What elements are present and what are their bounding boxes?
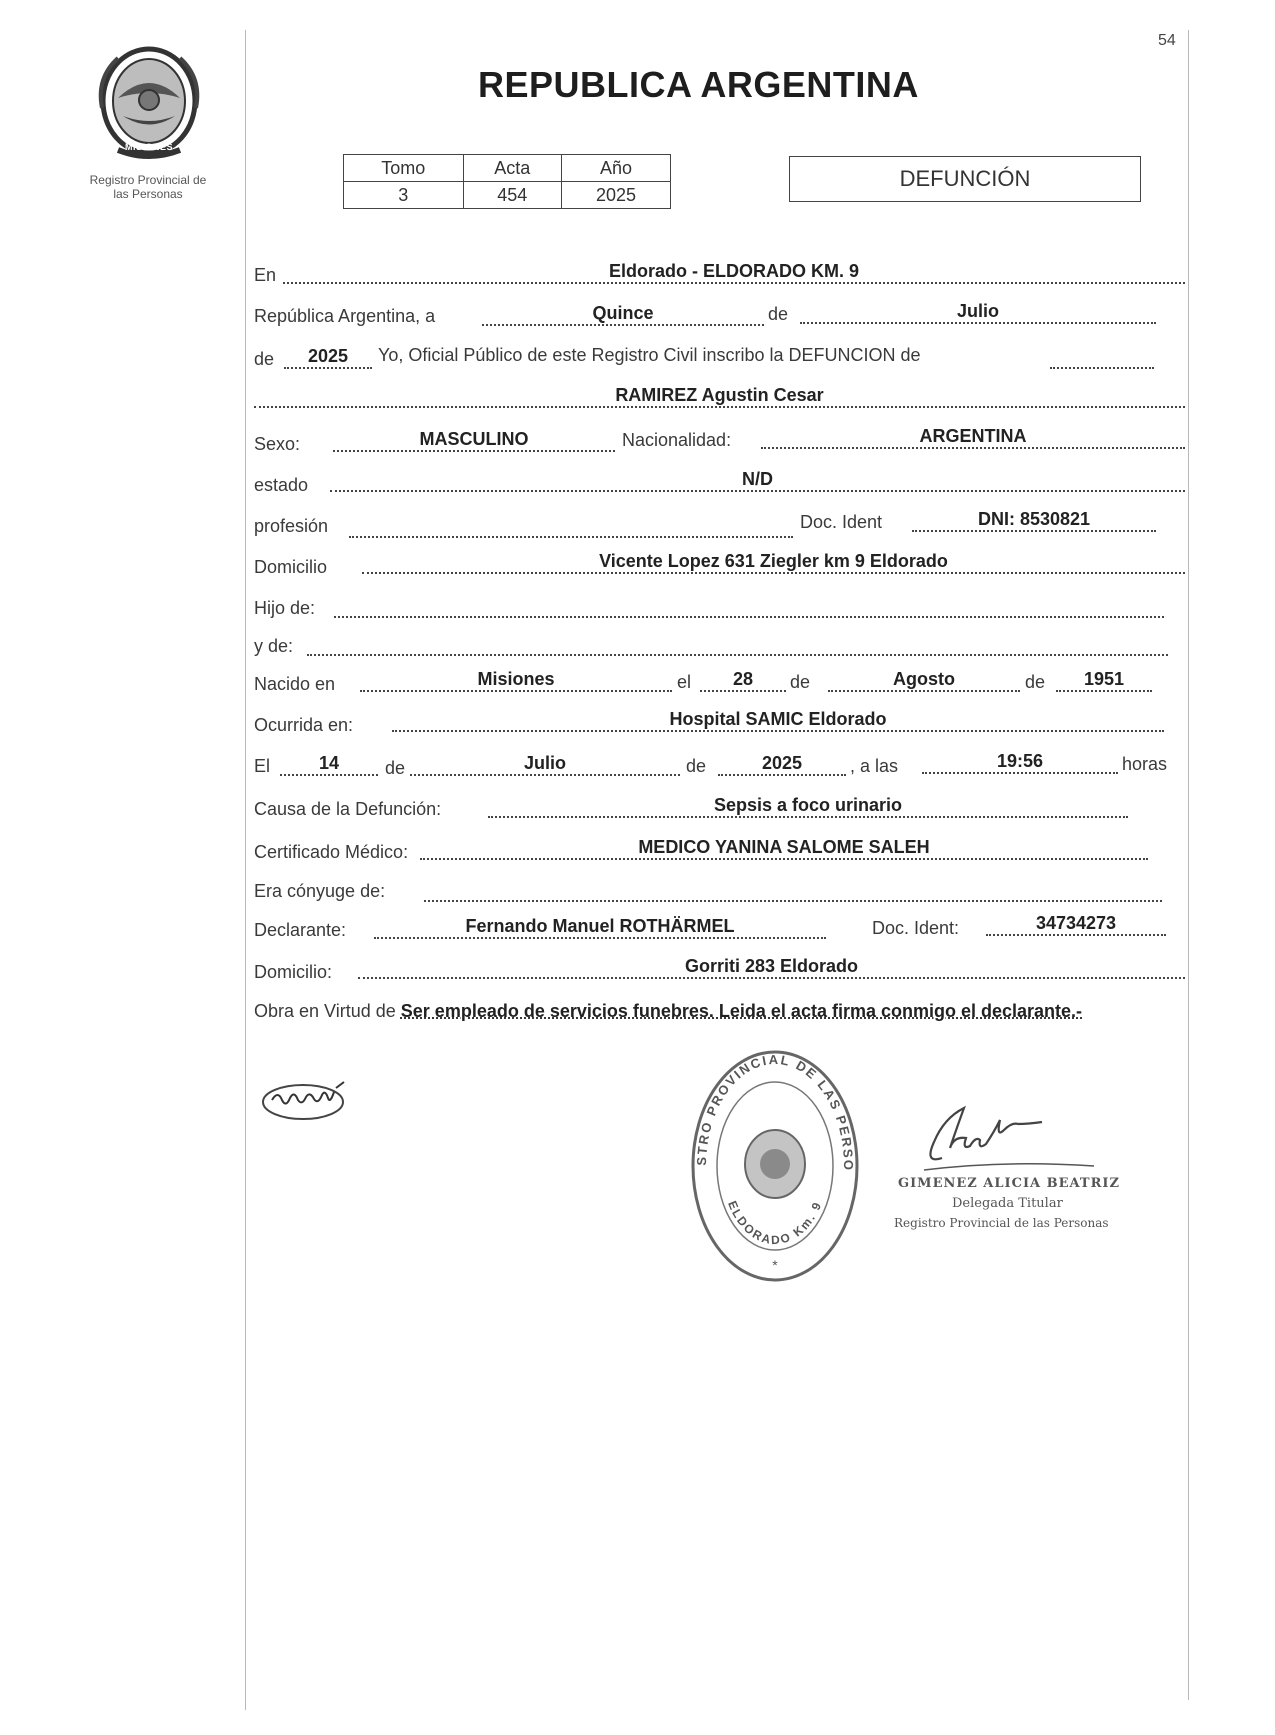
label-y-de: y de: bbox=[254, 636, 294, 656]
label-domicilio-declarante: Domicilio: bbox=[254, 962, 333, 982]
field-doc-ident: DNI: 8530821 bbox=[912, 508, 1156, 532]
label-estado: estado bbox=[254, 475, 309, 495]
label-de-def-mes: de bbox=[385, 758, 406, 778]
field-declarante-doc: 34734273 bbox=[986, 912, 1166, 936]
label-a-las: , a las bbox=[850, 756, 899, 776]
field-def-hora: 19:56 bbox=[922, 750, 1118, 774]
label-de-nac-mes: de bbox=[790, 672, 811, 692]
official-seal-icon bbox=[686, 1046, 864, 1286]
document-type-box: DEFUNCIÓN bbox=[789, 156, 1141, 202]
label-el-cap: El bbox=[254, 756, 271, 776]
registry-caption-line1: Registro Provincial de bbox=[89, 173, 207, 187]
field-anio: 2025 bbox=[284, 345, 372, 369]
label-nacido-en: Nacido en bbox=[254, 674, 336, 694]
label-yo-oficial: Yo, Oficial Público de este Registro Civil inscribo la DEFUNCION de bbox=[378, 345, 921, 365]
seal-bottom-text: ELDORADO Km. 9 bbox=[725, 1198, 825, 1248]
officer-signature-block bbox=[880, 1100, 1180, 1240]
field-obra: Ser empleado de servicios funebres. Leida el acta firma conmigo el declarante.- bbox=[400, 1001, 1083, 1021]
field-defuncion-blank bbox=[1050, 345, 1154, 369]
ref-header-tomo: Tomo bbox=[344, 155, 464, 182]
obra-en-virtud bbox=[254, 996, 1184, 1026]
field-nacionalidad: ARGENTINA bbox=[761, 425, 1185, 449]
label-de-anio: de bbox=[254, 349, 275, 369]
field-nac-mes: Agosto bbox=[828, 668, 1020, 692]
document-title: REPUBLICA ARGENTINA bbox=[478, 64, 919, 105]
seal-ring-text: STRO PROVINCIAL DE LAS PERSO bbox=[693, 1051, 857, 1172]
label-el: el bbox=[677, 672, 692, 692]
label-de-mes: de bbox=[768, 304, 789, 324]
label-doc-ident: Doc. Ident bbox=[800, 512, 883, 532]
label-profesion: profesión bbox=[254, 516, 329, 536]
field-declarante-domicilio: Gorriti 283 Eldorado bbox=[358, 955, 1185, 979]
field-nacido-en: Misiones bbox=[360, 668, 672, 692]
officer-signature-icon bbox=[904, 1100, 1124, 1182]
reference-table-values bbox=[344, 182, 671, 209]
field-domicilio: Vicente Lopez 631 Ziegler km 9 Eldorado bbox=[362, 550, 1185, 574]
label-de-nac-anio: de bbox=[1025, 672, 1046, 692]
label-obra: Obra en Virtud de bbox=[254, 1001, 396, 1021]
field-sexo: MASCULINO bbox=[333, 428, 615, 452]
declarant-signature-icon bbox=[258, 1078, 354, 1126]
ref-header-anio: Año bbox=[561, 155, 670, 182]
field-nombre: RAMIREZ Agustin Cesar bbox=[254, 384, 1185, 408]
official-seal bbox=[686, 1046, 864, 1286]
field-profesion bbox=[349, 514, 793, 538]
ref-header-acta: Acta bbox=[463, 155, 561, 182]
ref-value-tomo: 3 bbox=[344, 182, 464, 209]
label-causa: Causa de la Defunción: bbox=[254, 799, 442, 819]
field-certificado: MEDICO YANINA SALOME SALEH bbox=[420, 836, 1148, 860]
page-number: 54 bbox=[1158, 32, 1176, 49]
officer-name: GIMENEZ ALICIA BEATRIZ bbox=[898, 1176, 1120, 1191]
label-doc-ident-declarante: Doc. Ident: bbox=[872, 918, 960, 938]
label-conyuge: Era cónyuge de: bbox=[254, 881, 386, 901]
field-causa: Sepsis a foco urinario bbox=[488, 794, 1128, 818]
label-domicilio: Domicilio bbox=[254, 557, 328, 577]
registry-caption bbox=[64, 173, 232, 201]
label-ocurrida-en: Ocurrida en: bbox=[254, 715, 354, 735]
field-nac-dia: 28 bbox=[700, 668, 786, 692]
registry-caption-line2: las Personas bbox=[113, 187, 183, 201]
label-sexo: Sexo: bbox=[254, 434, 301, 454]
label-hijo-de: Hijo de: bbox=[254, 598, 316, 618]
field-estado: N/D bbox=[330, 468, 1185, 492]
provincial-emblem bbox=[88, 38, 210, 160]
left-margin-line bbox=[245, 30, 246, 1710]
ref-value-anio: 2025 bbox=[561, 182, 670, 209]
officer-office: Registro Provincial de las Personas bbox=[894, 1216, 1109, 1230]
field-def-anio: 2025 bbox=[718, 752, 846, 776]
label-de-def-anio: de bbox=[686, 756, 707, 776]
officer-role: Delegada Titular bbox=[952, 1196, 1063, 1211]
label-republica: República Argentina, a bbox=[254, 306, 436, 326]
emblem-label: MISIONES bbox=[124, 142, 173, 152]
field-ocurrida-en: Hospital SAMIC Eldorado bbox=[392, 708, 1164, 732]
field-lugar: Eldorado - ELDORADO KM. 9 bbox=[283, 260, 1185, 284]
label-nacionalidad: Nacionalidad: bbox=[622, 430, 732, 450]
field-conyuge bbox=[424, 878, 1162, 902]
field-y-de bbox=[307, 632, 1168, 656]
label-certificado: Certificado Médico: bbox=[254, 842, 409, 862]
label-en: En bbox=[254, 265, 277, 285]
field-nac-anio: 1951 bbox=[1056, 668, 1152, 692]
right-margin-line bbox=[1188, 30, 1189, 1700]
label-horas: horas bbox=[1122, 754, 1168, 774]
seal-star: * bbox=[772, 1257, 778, 1273]
ref-value-acta: 454 bbox=[463, 182, 561, 209]
reference-table bbox=[343, 154, 671, 209]
field-mes: Julio bbox=[800, 300, 1156, 324]
field-declarante: Fernando Manuel ROTHÄRMEL bbox=[374, 915, 826, 939]
label-declarante: Declarante: bbox=[254, 920, 347, 940]
reference-table-header bbox=[344, 155, 671, 182]
field-hijo-de bbox=[334, 594, 1164, 618]
field-def-mes: Julio bbox=[410, 752, 680, 776]
declarant-signature bbox=[258, 1078, 354, 1126]
field-dia-letras: Quince bbox=[482, 302, 764, 326]
field-def-dia: 14 bbox=[280, 752, 378, 776]
